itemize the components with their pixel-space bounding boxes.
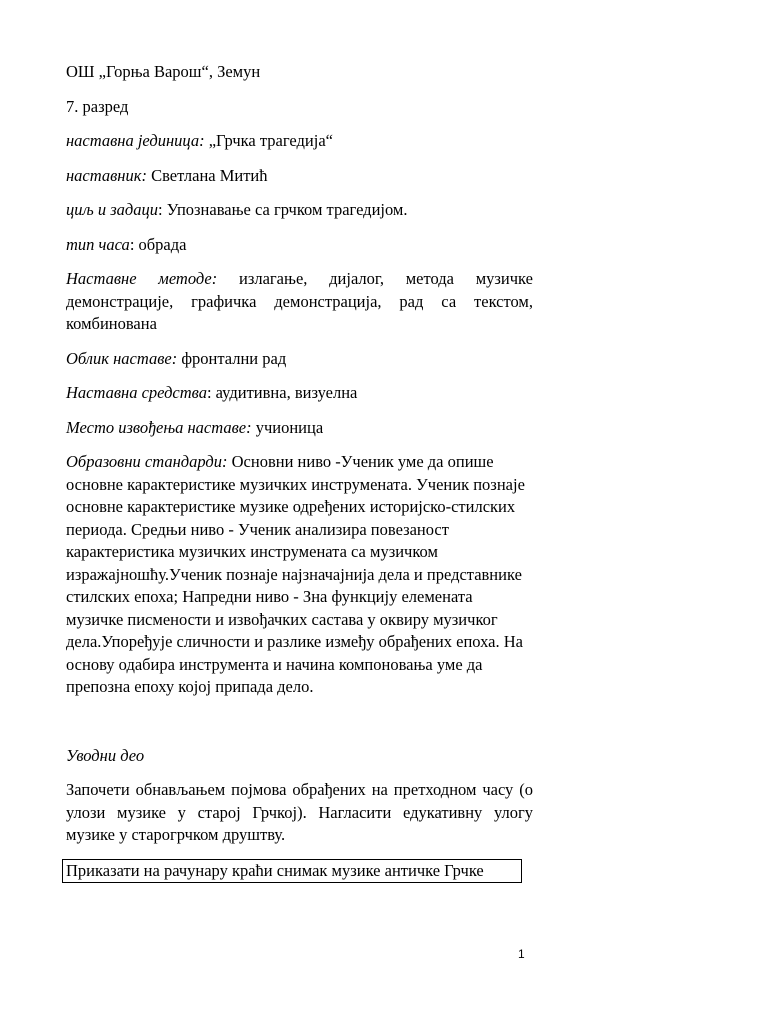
intro-heading: Уводни део [66,745,145,765]
field-lesson-type [66,234,533,257]
school-name: ОШ „Горња Варош“, Земун [66,62,261,81]
field-value: Основни ниво -Ученик уме да опише основне карактеристике музичких инструмената. Ученик познаје основне карактеристике музике одређених историјско-стилских периода. Средњи ниво - Ученик анализира повезаност карактеристика музичких инструмената са музичком изражајношћу.Ученик познаје најзначајнија дела и представнике стилских епоха; Напредни ниво - Зна функцију елемената музичке писмености и извођачких састава у оквиру музичког дела.Упоређује сличности и разлике између обрађених епоха. На основу одабира инструмента и начина компоновања уме да препозна епоху којој припада дело. [66,452,525,696]
field-label: циљ и задаци [66,200,158,219]
field-label: Облик наставе: [66,348,178,368]
field-location [66,417,533,440]
field-label: Наставне методе: [66,269,218,288]
field-value: : аудитивна, визуелна [206,383,358,402]
field-lesson-unit [66,130,533,153]
field-label: наставна јединица: [66,131,205,150]
field-teaching-aids [66,382,533,405]
document-content [66,61,533,883]
field-value: учионица [251,417,324,437]
intro-paragraph: Започети обнављањем појмова обрађених на претходном часу (о улози музике у старој Грчкој). Нагласити едукативну улогу музике у старогрчком друштву. [66,780,533,844]
field-label: наставник: [66,165,147,185]
field-value: Светлана Митић [146,165,268,185]
field-educational-standards [66,451,533,699]
field-label: Образовни стандарди: [66,452,228,471]
field-label: Место извођења наставе: [66,417,252,437]
grade: 7. разред [66,96,129,116]
field-label: тип часа [66,234,130,254]
field-teaching-methods [66,268,533,336]
field-teaching-form [66,348,533,371]
field-goals [66,199,533,222]
field-label: Наставна средства [66,383,207,402]
field-value: излагање, дијалог, метода музичке демонстрације, графичка демонстрација, рад са текстом, комбинована [66,269,533,333]
field-teacher [66,165,533,188]
field-value: фронтални рад [177,348,287,368]
field-value: „Грчка трагедија“ [204,131,333,150]
field-value: : Упознавање са грчком трагедијом. [158,200,408,219]
boxed-note: Приказати на рачунару краћи снимак музике античке Грчке [62,859,522,883]
page-number: 1 [518,947,525,961]
field-value: : обрада [129,234,187,254]
